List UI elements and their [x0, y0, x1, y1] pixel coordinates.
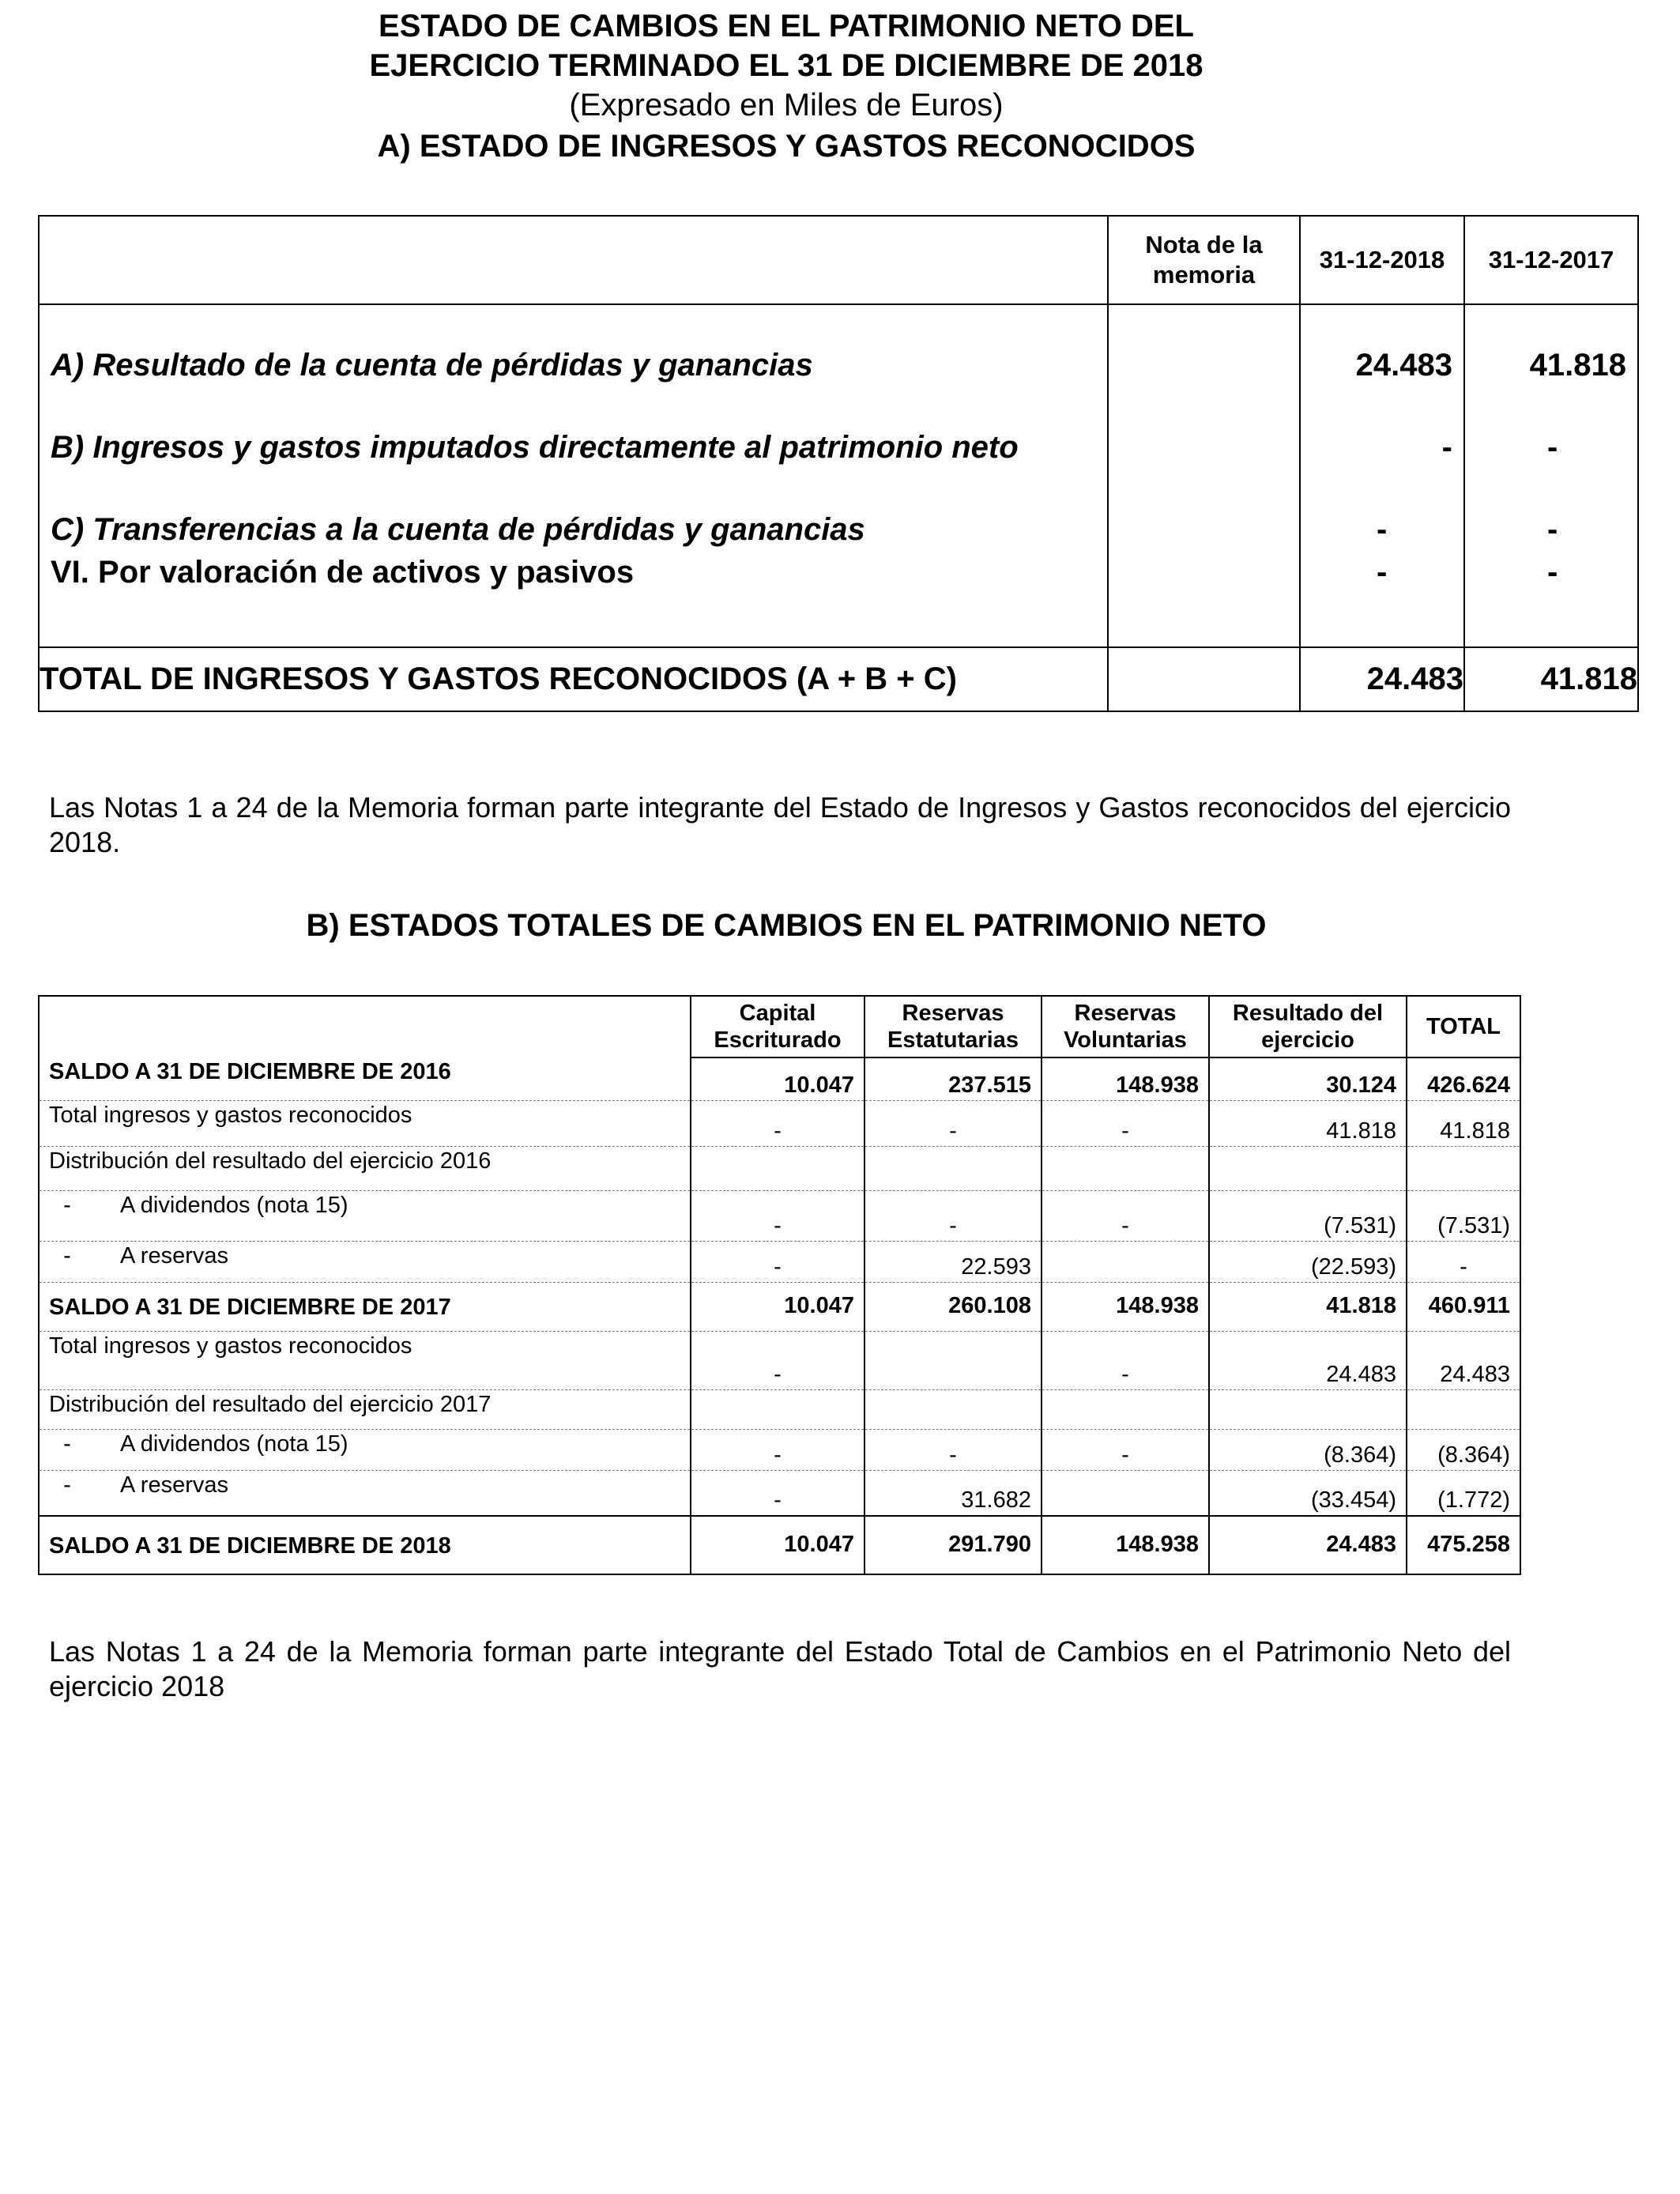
row-label: Total ingresos y gastos reconocidos — [39, 1331, 691, 1389]
cell-res-estatutarias: 291.790 — [864, 1516, 1042, 1574]
table-a-total-row — [39, 647, 1638, 711]
cell-total: 460.911 — [1407, 1282, 1520, 1331]
cell-resultado: (7.531) — [1209, 1190, 1407, 1241]
table-row — [39, 1331, 1520, 1389]
cell-res-voluntarias: - — [1042, 1190, 1209, 1241]
cell-res-estatutarias: 237.515 — [864, 1057, 1042, 1100]
cell-resultado: 24.483 — [1209, 1516, 1407, 1574]
cell-capital: 10.047 — [691, 1057, 864, 1100]
total-nota — [1108, 647, 1300, 711]
row-label: Total ingresos y gastos reconocidos — [39, 1100, 691, 1146]
table-a-body-row — [39, 304, 1638, 647]
table-row — [39, 1282, 1520, 1331]
table-b-header-blank — [39, 996, 691, 1057]
table-row — [39, 1389, 1520, 1429]
cell-total: 475.258 — [1407, 1516, 1520, 1574]
doc-title-line2: EJERCICIO TERMINADO EL 31 DE DICIEMBRE DE 2018 — [369, 48, 1203, 83]
cell-res-voluntarias — [1042, 1389, 1209, 1429]
cell-res-estatutarias — [864, 1146, 1042, 1190]
row-c-label: C) Transferencias a la cuenta de pérdidas y ganancias — [51, 512, 865, 547]
table-a-header-nota: Nota de la memoria — [1108, 216, 1300, 304]
cell-res-estatutarias: - — [864, 1100, 1042, 1146]
row-b-2018: - — [1441, 430, 1452, 465]
table-row — [39, 1470, 1520, 1516]
cell-res-voluntarias: - — [1042, 1429, 1209, 1470]
header-capital: Capital Escriturado — [691, 996, 864, 1057]
cell-res-estatutarias: - — [864, 1190, 1042, 1241]
cell-res-estatutarias: 22.593 — [864, 1241, 1042, 1282]
row-label: SALDO A 31 DE DICIEMBRE DE 2017 — [39, 1282, 691, 1331]
row-label: - A dividendos (nota 15) — [39, 1190, 691, 1241]
total-2018: 24.483 — [1300, 647, 1464, 711]
table-ingresos-gastos — [38, 215, 1639, 712]
header-resultado: Resultado del ejercicio — [1209, 996, 1407, 1057]
note-table-a: Las Notas 1 a 24 de la Memoria forman parte integrante del Estado de Ingresos y Gastos reconocidos del ejercicio 2018. — [49, 791, 1511, 858]
row-c-2017: - — [1547, 512, 1558, 547]
table-row — [39, 1190, 1520, 1241]
total-label: TOTAL DE INGRESOS Y GASTOS RECONOCIDOS (A + B + C) — [39, 647, 1108, 711]
cell-res-estatutarias: 260.108 — [864, 1282, 1042, 1331]
cell-res-estatutarias — [864, 1331, 1042, 1389]
row-label: Distribución del resultado del ejercicio 2017 — [39, 1389, 691, 1429]
row-label: - A dividendos (nota 15) — [39, 1429, 691, 1470]
total-2017: 41.818 — [1464, 647, 1638, 711]
cell-total — [1407, 1146, 1520, 1190]
row-b-2017: - — [1547, 430, 1558, 465]
cell-capital: - — [691, 1470, 864, 1516]
row-vi-label: VI. Por valoración de activos y pasivos — [51, 555, 635, 590]
cell-capital — [691, 1389, 864, 1429]
table-a-header-2017: 31-12-2017 — [1464, 216, 1638, 304]
doc-title-line1: ESTADO DE CAMBIOS EN EL PATRIMONIO NETO DEL — [379, 9, 1194, 43]
cell-resultado — [1209, 1146, 1407, 1190]
row-label: Distribución del resultado del ejercicio 2016 — [39, 1146, 691, 1190]
section-b-title: B) ESTADOS TOTALES DE CAMBIOS EN EL PATRIMONIO NETO — [306, 908, 1267, 943]
section-a-title: A) ESTADO DE INGRESOS Y GASTOS RECONOCIDOS — [377, 129, 1196, 164]
cell-capital: - — [691, 1241, 864, 1282]
cell-res-voluntarias — [1042, 1241, 1209, 1282]
table-cambios-patrimonio — [38, 995, 1521, 1575]
cell-res-estatutarias — [864, 1389, 1042, 1429]
row-label: SALDO A 31 DE DICIEMBRE DE 2016 — [39, 1057, 691, 1100]
cell-resultado: 41.818 — [1209, 1100, 1407, 1146]
table-row — [39, 1057, 1520, 1100]
table-row — [39, 1241, 1520, 1282]
cell-resultado: 24.483 — [1209, 1331, 1407, 1389]
cell-resultado: (8.364) — [1209, 1429, 1407, 1470]
cell-capital: - — [691, 1331, 864, 1389]
cell-res-voluntarias: 148.938 — [1042, 1516, 1209, 1574]
table-a-header-2018: 31-12-2018 — [1300, 216, 1464, 304]
cell-capital: 10.047 — [691, 1282, 864, 1331]
row-c-2018: - — [1377, 512, 1388, 547]
header-total: TOTAL — [1407, 996, 1520, 1057]
table-a-2018-cell — [1300, 304, 1464, 647]
cell-res-voluntarias: - — [1042, 1331, 1209, 1389]
table-row — [39, 1429, 1520, 1470]
cell-res-voluntarias — [1042, 1470, 1209, 1516]
cell-capital: - — [691, 1100, 864, 1146]
cell-total: (1.772) — [1407, 1470, 1520, 1516]
cell-capital: - — [691, 1429, 864, 1470]
cell-resultado: (22.593) — [1209, 1241, 1407, 1282]
note-table-b: Las Notas 1 a 24 de la Memoria forman parte integrante del Estado Total de Cambios en el Patrimonio Neto del ejercicio 2018 — [49, 1635, 1511, 1702]
cell-total: - — [1407, 1241, 1520, 1282]
table-a-2017-cell — [1464, 304, 1638, 647]
table-row — [39, 1146, 1520, 1190]
row-label: SALDO A 31 DE DICIEMBRE DE 2018 — [39, 1516, 691, 1574]
cell-resultado: (33.454) — [1209, 1470, 1407, 1516]
cell-res-voluntarias: 148.938 — [1042, 1282, 1209, 1331]
cell-capital: 10.047 — [691, 1516, 864, 1574]
row-label: - A reservas — [39, 1470, 691, 1516]
table-a-header-blank — [39, 216, 1108, 304]
table-a-header-row — [39, 216, 1638, 304]
cell-res-voluntarias: 148.938 — [1042, 1057, 1209, 1100]
table-row — [39, 1100, 1520, 1146]
cell-resultado — [1209, 1389, 1407, 1429]
cell-total: (8.364) — [1407, 1429, 1520, 1470]
row-a-2018: 24.483 — [1355, 348, 1452, 383]
cell-res-voluntarias — [1042, 1146, 1209, 1190]
header-reservas-estatutarias: Reservas Estatutarias — [864, 996, 1042, 1057]
doc-subtitle-units: (Expresado en Miles de Euros) — [569, 88, 1004, 123]
cell-resultado: 41.818 — [1209, 1282, 1407, 1331]
cell-res-estatutarias: - — [864, 1429, 1042, 1470]
row-vi-2017: - — [1547, 555, 1558, 590]
cell-res-voluntarias: - — [1042, 1100, 1209, 1146]
cell-total: (7.531) — [1407, 1190, 1520, 1241]
row-label: - A reservas — [39, 1241, 691, 1282]
cell-resultado: 30.124 — [1209, 1057, 1407, 1100]
header-reservas-voluntarias: Reservas Voluntarias — [1042, 996, 1209, 1057]
cell-res-estatutarias: 31.682 — [864, 1470, 1042, 1516]
cell-capital — [691, 1146, 864, 1190]
table-a-labels-cell — [39, 304, 1108, 647]
row-vi-2018: - — [1377, 555, 1388, 590]
cell-total: 41.818 — [1407, 1100, 1520, 1146]
cell-total: 24.483 — [1407, 1331, 1520, 1389]
row-a-label: A) Resultado de la cuenta de pérdidas y ganancias — [51, 348, 813, 383]
cell-capital: - — [691, 1190, 864, 1241]
table-row — [39, 1516, 1520, 1574]
table-a-nota-cell — [1108, 304, 1300, 647]
row-b-label: B) Ingresos y gastos imputados directamente al patrimonio neto — [51, 430, 1019, 465]
cell-total: 426.624 — [1407, 1057, 1520, 1100]
table-b-header-row — [39, 996, 1520, 1057]
row-a-2017: 41.818 — [1529, 348, 1626, 383]
cell-total — [1407, 1389, 1520, 1429]
